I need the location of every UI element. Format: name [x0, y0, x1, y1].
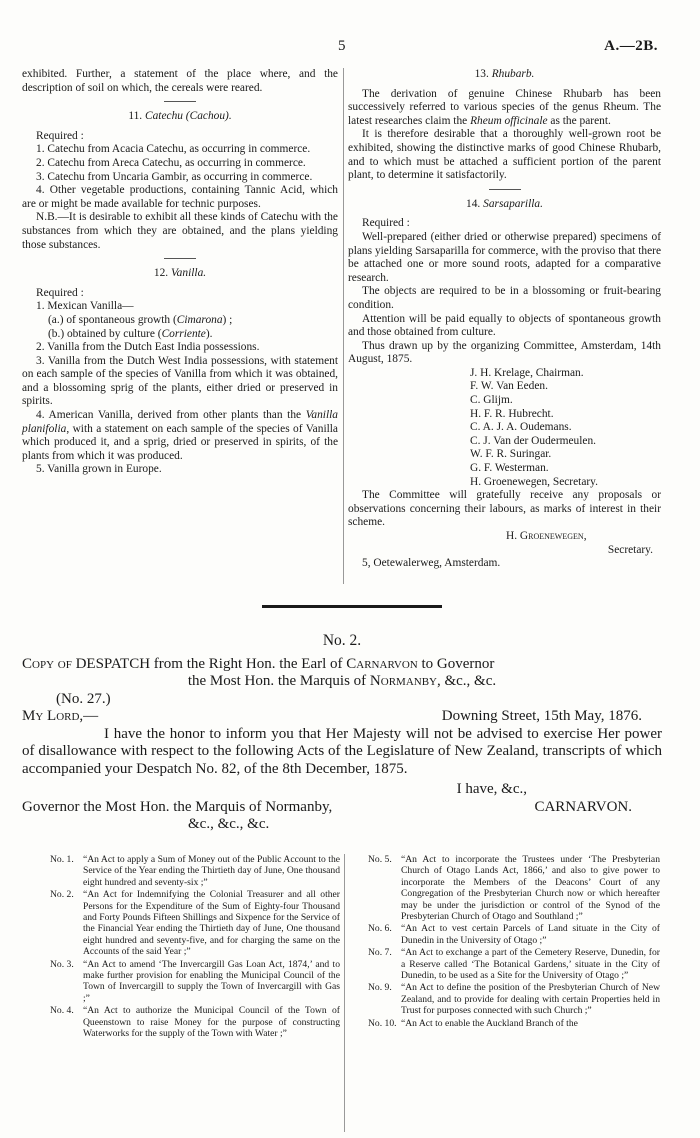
paragraph: The derivation of genuine Chinese Rhubarb has been successively referred to various species of the genus Rheum. The latest researches claim the Rheum officinale as the parent. [348, 87, 661, 127]
list-item: 1. Mexican Vanilla— [36, 300, 134, 313]
list-item: 3. Catechu from Uncaria Gambir, as occurring in commerce. [36, 170, 313, 183]
list-item: 5. Vanilla grown in Europe. [36, 463, 162, 476]
signatory: C. J. Van der Oudermeulen. [470, 434, 597, 447]
despatch-ref: (No. 27.) [56, 690, 111, 707]
acts-column-divider [344, 854, 345, 1132]
section-divider [489, 189, 521, 190]
paragraph: The objects are required to be in a blossoming or fruit-bearing condition. [348, 285, 661, 311]
salutation: My Lord,— [22, 708, 99, 724]
despatch-body: I have the honor to inform you that Her Majesty will not be advised to exercise Her power of disallowance with respect to the following Acts of the Legislature of New Zealand, transcripts of which accompanied your Despatch No. 82, of the 8th December, 1875. [22, 725, 662, 777]
paragraph: Thus drawn up by the organizing Committee, Amsterdam, 14th August, 1875. [348, 339, 661, 366]
list-item: 4. Other vegetable productions, containing Tannic Acid, which are or might be made available for technic purposes. [22, 184, 338, 210]
signatory: G. F. Westerman. [470, 462, 549, 475]
sub-item: (a.) of spontaneous growth (Cimarona) ; [48, 313, 233, 326]
section-heading-sarsaparilla: 14. Sarsaparilla. [466, 197, 543, 210]
list-item: 2. Catechu from Areca Catechu, as occurring in commerce. [36, 156, 306, 169]
despatch-number: No. 2. [322, 632, 362, 649]
despatch-title: Copy of DESPATCH from the Right Hon. the Earl of Carnarvon to Governor [22, 655, 495, 672]
section-rule [262, 605, 442, 608]
section-heading-catechu: 11. Catechu (Cachou). [128, 110, 232, 123]
acts-list-right [368, 854, 660, 1030]
address: 5, Oetewalerweg, Amsterdam. [362, 557, 501, 570]
acts-list-left [50, 854, 340, 1041]
act-item: No. 7. “An Act to exchange a part of the Cemetery Reserve, Dunedin, for a Reserve called ‘The Botanical Gardens,’ situate in the City of Dunedin, to be used as a Site for the University of Otago ;” [368, 947, 660, 982]
act-item: No. 5. “An Act to incorporate the Trustees under ‘The Presbyterian Church of Otago Lands Act, 1866,’ and also to give power to incorporate the Members of the Deacons’ Court of any Congregation of the Presbyterian Church now or which hereafter may be under the jurisdiction or control of the Synod of the Presbyterian Church of Otago and Southland ;” [368, 854, 660, 923]
required-label: Required : [36, 286, 84, 299]
closing-title: Secretary. [607, 543, 653, 556]
list-item: 1. Catechu from Acacia Catechu, as occurring in commerce. [36, 143, 311, 156]
act-item: No. 4. “An Act to authorize the Municipal Council of the Town of Queenstown to raise Money for the purpose of constructing Waterworks for the supply of the Town with Water ;” [50, 1005, 340, 1040]
paragraph: Well-prepared (either dried or otherwise prepared) specimens of plans yielding Sarsaparilla for commerce, with the proviso that there be attached one or more sound roots, adapted for a comparative research. [348, 230, 661, 284]
signatory: W. F. R. Suringar. [470, 448, 552, 461]
closing-paragraph: The Committee will gratefully receive any proposals or observations concerning their labours, as marks of interest in their scheme. [348, 489, 661, 529]
act-item: No. 1. “An Act to apply a Sum of Money out of the Public Account to the Service of the Year ending the Thirtieth day of June, One thousand eight hundred and seventy-six ;” [50, 854, 340, 888]
salutation-row [22, 708, 662, 726]
intro-paragraph: exhibited. Further, a statement of the place where, and the description of soil on which, the cereals were reared. [22, 68, 338, 94]
left-column [22, 68, 338, 477]
required-label: Required : [362, 217, 410, 230]
sub-item: (b.) obtained by culture (Corriente). [48, 327, 213, 340]
despatch [22, 632, 662, 834]
list-item: 2. Vanilla from the Dutch East India possessions. [36, 341, 260, 354]
signatory: J. H. Krelage, Chairman. [470, 366, 584, 379]
signatory: H. Groenewegen, Secretary. [470, 475, 598, 488]
document-code: A.—2B. [604, 38, 658, 54]
closing-signature: H. Groenewegen, [506, 530, 587, 542]
addressee-row [22, 799, 662, 817]
signatory: H. F. R. Hubrecht. [470, 407, 554, 420]
signatory: C. Glijm. [470, 394, 513, 407]
addressee-etc: &c., &c., &c. [188, 816, 270, 832]
act-item: No. 9. “An Act to define the position of the Presbyterian Church of New Zealand, and to provide for dealing with certain Properties held in Trust for purposes connected with such Church ;” [368, 982, 660, 1017]
list-item: 3. Vanilla from the Dutch West India possessions, with statement on each sample of the species of Vanilla from which it was obtained, and a blossoming sprig of the plants, either dried or preserved in spirits. [22, 354, 338, 408]
despatch-signature: CARNARVON. [534, 798, 632, 815]
section-heading-rhubarb: 13. Rhubarb. [474, 68, 535, 80]
act-item: No. 10. “An Act to enable the Auckland Branch of the [368, 1017, 578, 1029]
required-label: Required : [36, 129, 84, 142]
list-item: 4. American Vanilla, derived from other plants than the Vanilla planifolia, with a statement on each sample of the species of Vanilla which produced it, and a sprig, dried or preserved in spirits, of the plants from which it was produced. [22, 409, 338, 462]
right-column [348, 68, 661, 571]
section-divider [164, 258, 196, 259]
signatory: C. A. J. A. Oudemans. [470, 421, 572, 434]
act-item: No. 3. “An Act to amend ‘The Invercargill Gas Loan Act, 1874,’ and to make further provision for enabling the Municipal Council of the Town of Invercargill to supply the Town of Invercargill with Gas ;” [50, 958, 340, 1004]
column-divider [343, 68, 344, 584]
paragraph: Attention will be paid equally to objects of spontaneous growth and those obtained from culture. [348, 312, 661, 339]
act-item: No. 6. “An Act to vest certain Parcels of Land situate in the City of Dunedin in the University of Otago ;” [368, 923, 660, 946]
place-date: Downing Street, 15th May, 1876. [441, 708, 642, 724]
signatory: F. W. Van Eeden. [470, 380, 548, 393]
act-item: No. 2. “An Act for Indemnifying the Colonial Treasurer and all other Persons for the Expenditure of the Sum of Eighty-four Thousand and Forty Pounds Fifteen Shillings and Sixpence for the Service of the Financial Year ending the Thirtieth day of June, One thousand eight hundred and seventy-five, and for charging the same on the Accounts of the said Year ;” [50, 889, 340, 958]
page-number: 5 [338, 38, 346, 54]
section-divider [164, 101, 196, 102]
nota-bene: N.B.—It is desirable to exhibit all these kinds of Catechu with the substances from which they are obtained, and the plans yielding those substances. [22, 211, 338, 251]
addressee: Governor the Most Hon. the Marquis of Normanby, [22, 798, 333, 815]
despatch-close: I have, &c., [456, 781, 527, 797]
despatch-title-line2: the Most Hon. the Marquis of Normanby, &c., &c. [187, 673, 497, 689]
section-heading-vanilla: 12. Vanilla. [153, 267, 207, 280]
paragraph: It is therefore desirable that a thoroughly well-grown root be exhibited, showing the distinctive marks of good Chinese Rhubarb, and to which must be attached a sufficient portion of the parent plant, to determine it satisfactorily. [348, 128, 661, 182]
